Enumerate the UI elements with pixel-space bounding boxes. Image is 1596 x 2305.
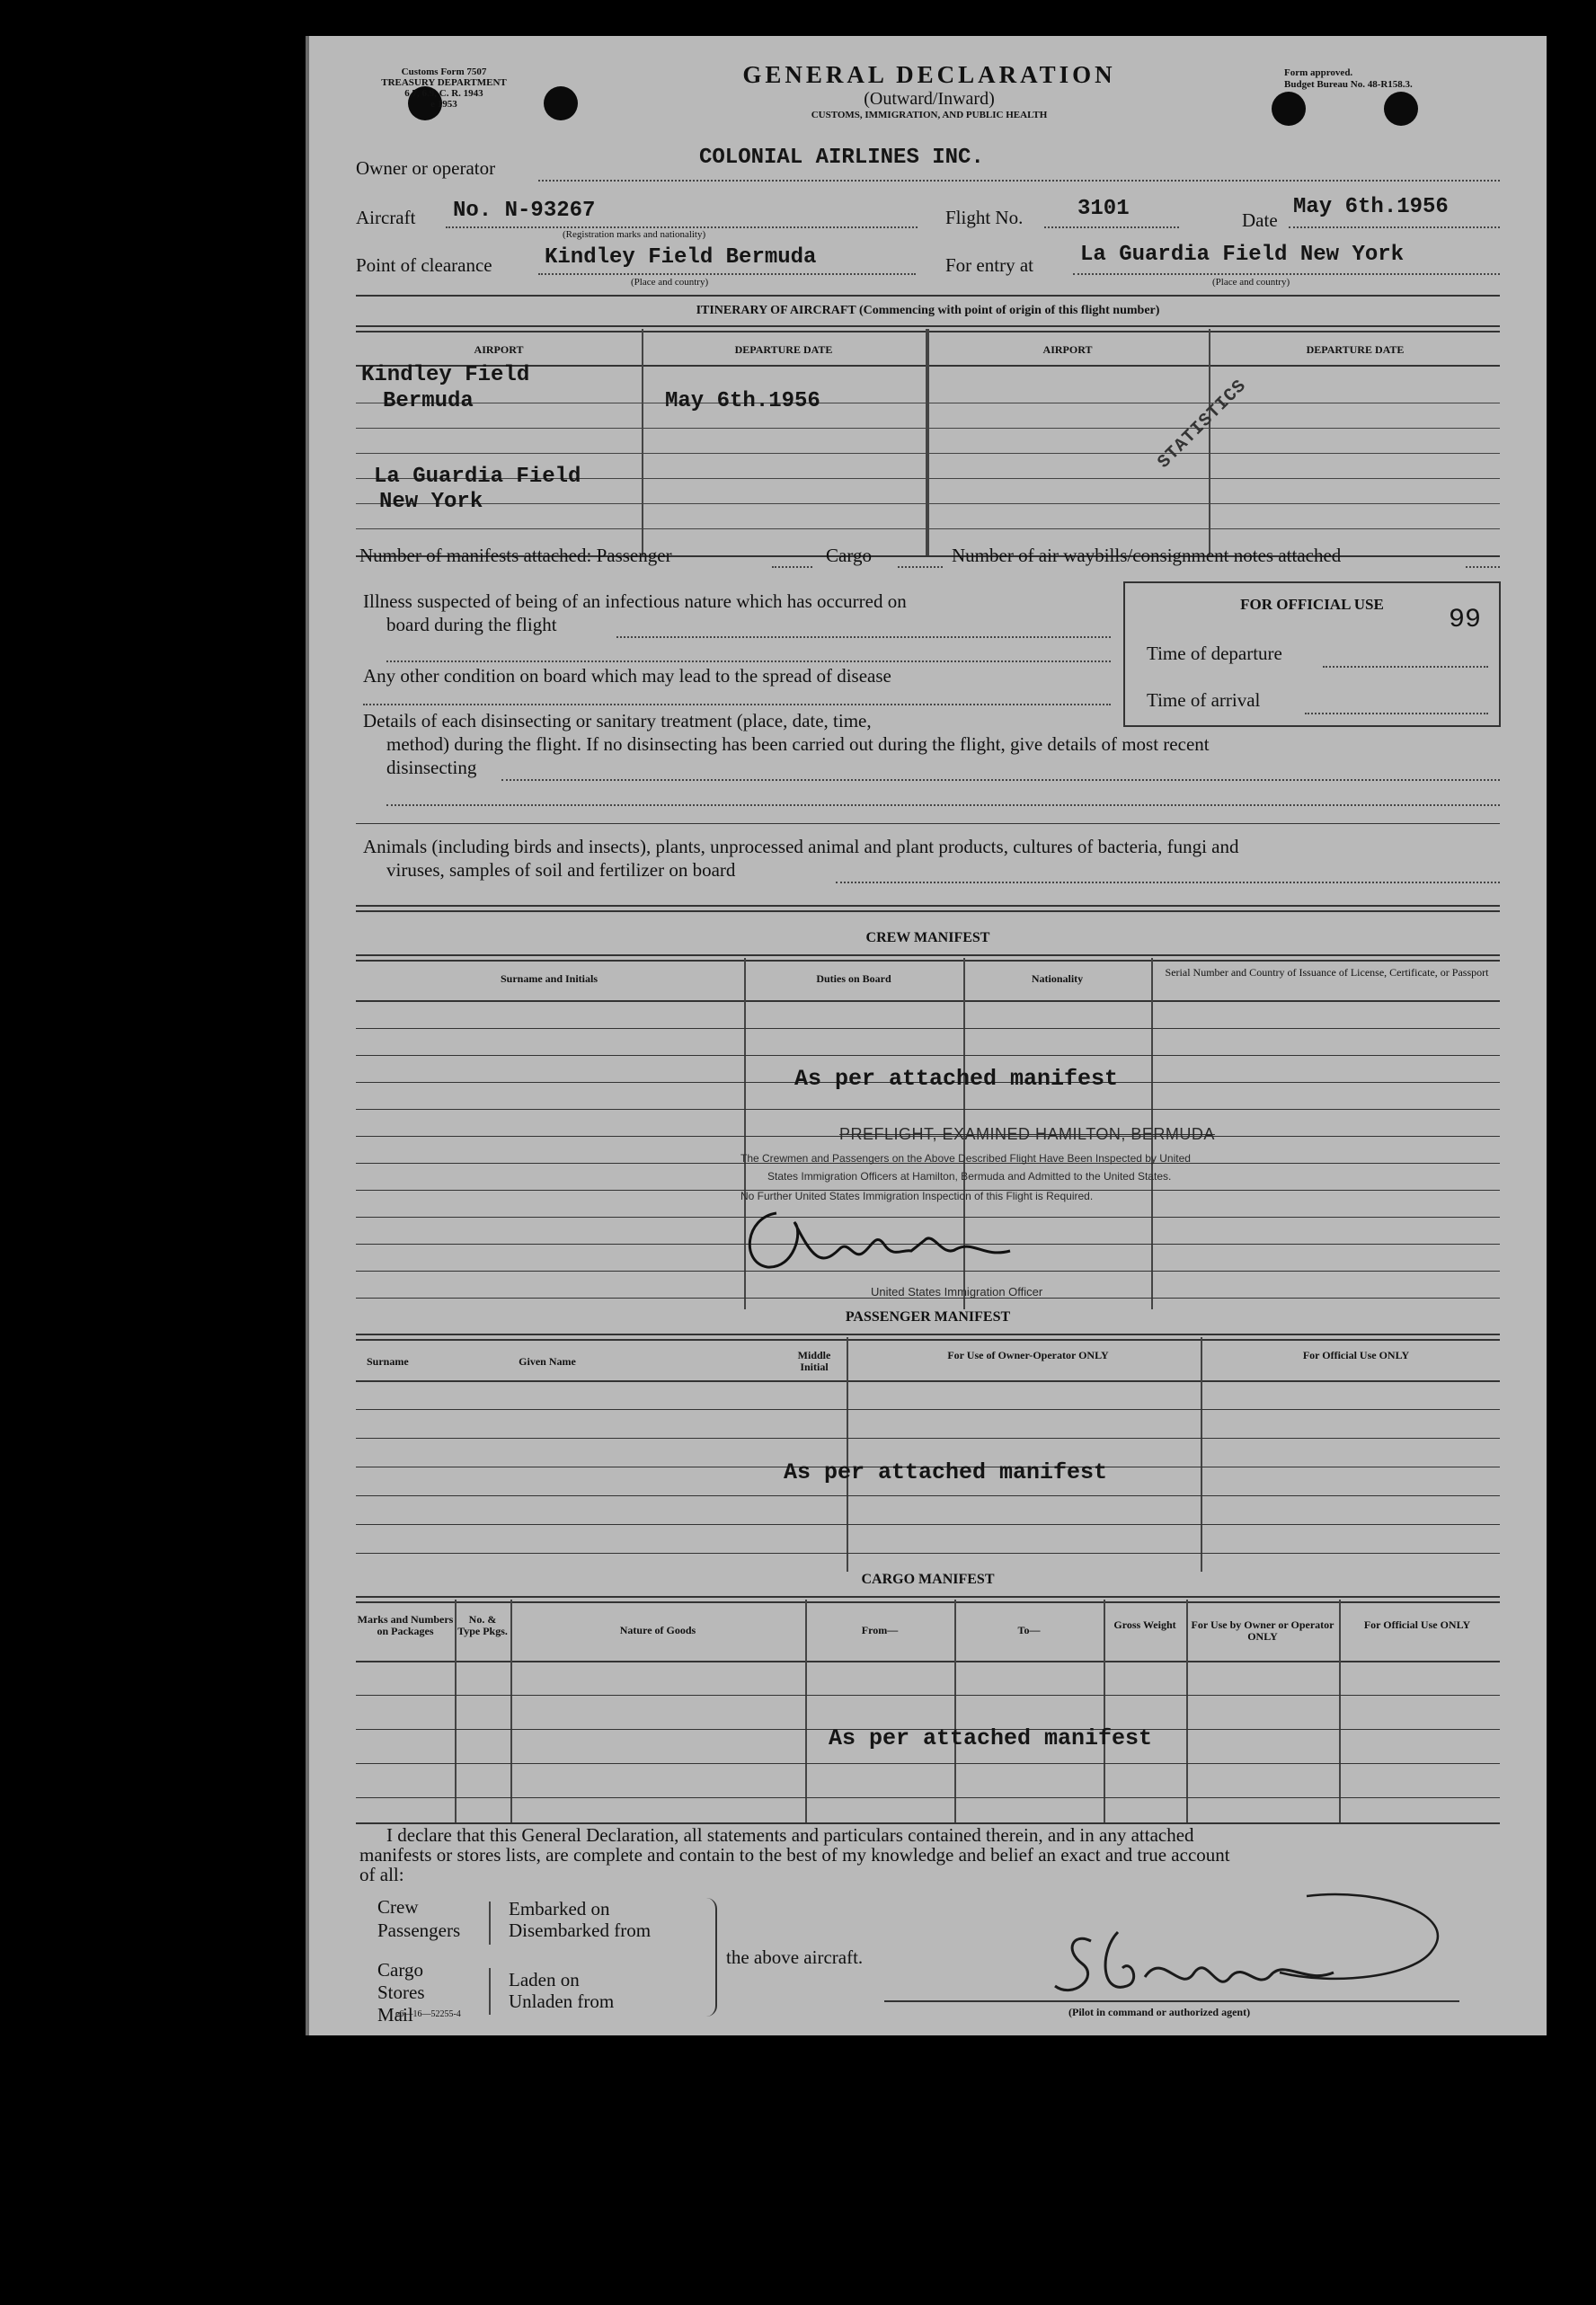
signature-caption: (Pilot in command or authorized agent) [1068, 2006, 1251, 2018]
cargo-word: Cargo [377, 1959, 423, 1981]
passenger-header-official: For Official Use ONLY [1302, 1349, 1410, 1361]
crew-header-serial: Serial Number and Country of Issuance of License, Certificate, or Passport [1165, 966, 1489, 979]
approval-block [1284, 67, 1500, 91]
edition-line: e 1953 [430, 99, 457, 110]
date-label: Date [1242, 209, 1278, 231]
cargo-header-owner: For Use by Owner or Operator ONLY [1191, 1618, 1334, 1643]
clearance-label: Point of clearance [356, 254, 492, 276]
crew-header-surname: Surname and Initials [500, 972, 598, 985]
cargo-header-marks: Marks and Numbers on Packages [357, 1613, 454, 1637]
passenger-title: PASSENGER MANIFEST [356, 1309, 1500, 1325]
punch-hole [544, 86, 578, 120]
passenger-header-surname: Surname [367, 1355, 409, 1368]
date-value: May 6th.1956 [1293, 195, 1449, 219]
stamp-line2: States Immigration Officers at Hamilton, Bermuda and Admitted to the United States. [767, 1170, 1172, 1183]
cargo-header-from: From— [861, 1624, 899, 1636]
declaration-line1: I declare that this General Declaration, all statements and particulars contained therein, and in any attached [386, 1824, 1194, 1846]
officer-signature [740, 1195, 1028, 1276]
department-name: TREASURY DEPARTMENT [381, 77, 507, 88]
customs-form-number: Customs Form 7507 [401, 66, 487, 77]
itinerary-row1-date: May 6th.1956 [665, 389, 820, 413]
itinerary-header-airport-2: AIRPORT [1042, 343, 1093, 356]
punch-hole [1384, 92, 1418, 126]
itinerary-row1-country: Bermuda [383, 389, 474, 413]
passengers-word: Passengers [377, 1919, 461, 1941]
disinsect-line2: method) during the flight. If no disinsecting has been carried out during the flight, give details of most recent [386, 733, 1210, 755]
owner-label: Owner or operator [356, 157, 496, 179]
stamp-line3: No Further United States Immigration Inspection of this Flight is Required. [740, 1190, 1094, 1202]
disinsect-line3: disinsecting [386, 757, 477, 778]
clearance-value: Kindley Field Bermuda [545, 245, 817, 270]
cargo-note: As per attached manifest [829, 1725, 1153, 1751]
cargo-header-weight: Gross Weight [1113, 1618, 1176, 1631]
passenger-header-owner: For Use of Owner-Operator ONLY [947, 1349, 1109, 1361]
cargo-header-to: To— [1017, 1624, 1041, 1636]
itinerary-header-airport: AIRPORT [474, 343, 524, 356]
animals-line1: Animals (including birds and insects), plants, unprocessed animal and plant products, cultures of bacteria, fungi and [363, 836, 1239, 857]
cargo-header-goods: Nature of Goods [619, 1624, 696, 1636]
statistics-stamp: STATISTICS [1154, 376, 1252, 474]
manifests-label: Number of manifests attached: Passenger [359, 545, 672, 566]
illness-line1: Illness suspected of being of an infectious nature which has occurred on [363, 590, 907, 612]
unladen-from: Unladen from [509, 1990, 615, 2012]
owner-value: COLONIAL AIRLINES INC. [699, 146, 984, 170]
itinerary-header-departure: DEPARTURE DATE [734, 343, 833, 356]
departure-time-label: Time of departure [1147, 643, 1282, 664]
clearance-caption: (Place and country) [631, 277, 709, 288]
itinerary-row1-airport: Kindley Field [361, 363, 530, 387]
crew-word: Crew [377, 1896, 419, 1918]
aircraft-caption: (Registration marks and nationality) [563, 229, 706, 240]
cargo-header-official: For Official Use ONLY [1363, 1618, 1471, 1631]
passenger-note: As per attached manifest [784, 1459, 1108, 1485]
form-number-block [354, 66, 534, 110]
itinerary-row2-city: New York [379, 490, 483, 514]
form-subtitle: (Outward/Inward) [864, 89, 995, 109]
arrival-time-label: Time of arrival [1147, 689, 1261, 711]
official-use-box [1123, 581, 1501, 727]
crew-header-nationality: Nationality [1031, 972, 1084, 985]
stamp-title: PREFLIGHT, EXAMINED HAMILTON, BERMUDA [839, 1125, 1215, 1143]
flight-value: 3101 [1077, 197, 1130, 221]
form-agencies: CUSTOMS, IMMIGRATION, AND PUBLIC HEALTH [811, 110, 1048, 120]
entry-value: La Guardia Field New York [1080, 243, 1405, 267]
cargo-title: CARGO MANIFEST [356, 1572, 1500, 1588]
form-title: GENERAL DECLARATION [742, 61, 1116, 88]
laden-on: Laden on [509, 1969, 580, 1990]
crew-note: As per attached manifest [794, 1066, 1119, 1092]
declaration-brace [705, 1898, 717, 2017]
passenger-header-given: Given Name [519, 1355, 576, 1368]
itinerary-row2-airport: La Guardia Field [374, 465, 581, 489]
declaration-line2: manifests or stores lists, are complete and contain to the best of my knowledge and belief an exact and true account [359, 1844, 1230, 1866]
entry-label: For entry at [945, 254, 1033, 276]
above-aircraft: the above aircraft. [726, 1946, 864, 1968]
crew-header-duties: Duties on Board [816, 972, 891, 985]
mail-word: Mail [377, 2004, 413, 2026]
code-line: 6.7, 6.9, C. R. 1943 [404, 88, 483, 99]
stamp-officer: United States Immigration Officer [871, 1285, 1043, 1299]
disinsect-line1: Details of each disinsecting or sanitary treatment (place, date, time, [363, 710, 872, 731]
cargo-label: Cargo [826, 545, 872, 566]
aircraft-value: No. N-93267 [453, 199, 596, 223]
print-code: e6—16—52255-4 [395, 2009, 461, 2019]
punch-hole [1272, 92, 1306, 126]
declaration-line3: of all: [359, 1864, 404, 1885]
animals-line2: viruses, samples of soil and fertilizer on board [386, 859, 736, 881]
waybills-label: Number of air waybills/consignment notes attached [952, 545, 1342, 566]
budget-bureau: Budget Bureau No. 48-R158.3. [1284, 79, 1413, 90]
illness-line2: board during the flight [386, 614, 557, 635]
stamp-line1: The Crewmen and Passengers on the Above Described Flight Have Been Inspected by United [740, 1152, 1191, 1165]
stores-word: Stores [377, 1981, 425, 2003]
passenger-header-middle: Middle Initial [797, 1349, 831, 1373]
form-approved: Form approved. [1284, 67, 1353, 78]
form-title-block [669, 61, 1190, 120]
aircraft-label: Aircraft [356, 207, 416, 228]
immigration-stamp [740, 1125, 1244, 1305]
condition-line: Any other condition on board which may lead to the spread of disease [363, 665, 891, 687]
crew-title: CREW MANIFEST [865, 930, 990, 945]
official-use-title: FOR OFFICIAL USE [1240, 596, 1384, 613]
cargo-header-pkgs: No. & Type Pkgs. [457, 1613, 508, 1637]
itinerary-header-departure-2: DEPARTURE DATE [1306, 343, 1405, 356]
entry-caption: (Place and country) [1212, 277, 1290, 288]
disembarked-from: Disembarked from [509, 1919, 652, 1941]
pilot-signature [1037, 1878, 1459, 2058]
flight-label: Flight No. [945, 207, 1024, 228]
itinerary-title: ITINERARY OF AIRCRAFT (Commencing with point of origin of this flight number) [696, 304, 1160, 317]
declaration-form [306, 36, 1547, 2035]
embarked-on: Embarked on [509, 1898, 610, 1919]
official-use-number: 99 [1449, 605, 1482, 635]
